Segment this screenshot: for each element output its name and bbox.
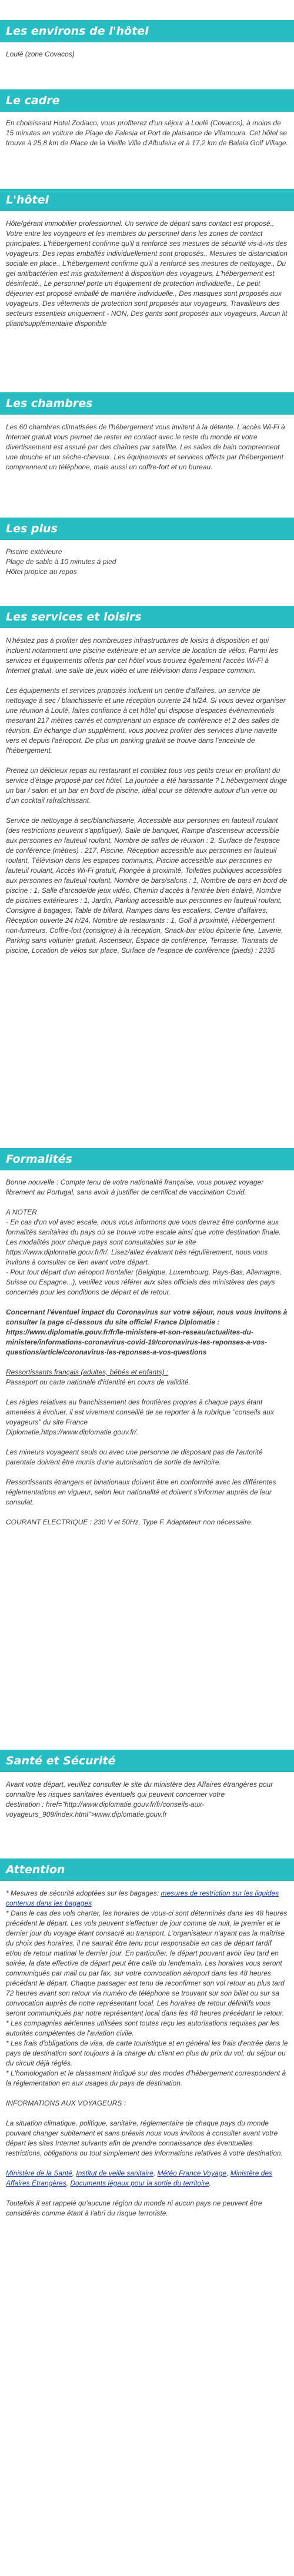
section-title: Les chambres	[6, 397, 93, 410]
paragraph-heading: Ressortissants français (adultes, bébés et enfants) :	[6, 1368, 169, 1376]
paragraph: Les 60 chambres climatisées de l'hébergement vous invitent à la détente. L'accès Wi-Fi à Internet gratuit vous permet de rester en contact avec le reste du monde et votre divertissement est assuré par des chaînes par satellite. Les salles de bain comprennent une douche et un sèche-cheveux. Les équipements et services offerts par l'hébergement comprennent un téléphone, mais aussi un coffre-fort et un bureau.	[6, 423, 285, 471]
section-header-attention	[0, 1858, 294, 1881]
paragraph: Avant votre départ, veuillez consulter le site du ministère des Affaires étrangères pour connaître les risques sanitaires éventuels qui peuvent concerner votre destination : href="http://www.diplomatie.gouv.fr/fr/conseils-aux-voyageurs_909/index.html">www.diplomatie.gouv.fr	[6, 1780, 273, 1818]
paragraph: - En cas d'un vol avec escale, nous vous informons que vous devrez être conforme aux formalités sanitaires du pays où se trouve votre escale ainsi que votre destination finale.	[6, 1218, 281, 1236]
paragraph: Hôte/gérant immobilier professionnel. Un service de départ sans contact est proposé., Votre entre les voyageurs et les membres du personnel dans les zones de contact principales. L'hébergement confirme qu'il a renforcé ses mesures de sécurité vis-à-vis des voyageurs. Des repas emballés individuellement sont proposés., Mesures de distanciation sociale en place., L'hébergement confirme qu'il a renforcé ses mesures de nettoyage., Du gel antibactérien est mis gratuitement à disposition des voyageurs, L'hébergement est désinfecté., Le personnel porte un équipement de protection individuelle., Le petit déjeuner est proposé emballé de manière individuelle., Des masques sont proposés aux voyageurs, Des vêtements de protection sont proposés aux voyageurs, Travailleurs des secteurs essentiels uniquement - NON, Des gants sont proposés aux voyageurs, Aucun lit pliant/supplémentaire disponible	[6, 219, 288, 328]
paragraph: Toutefois il est rappelé qu'aucune région du monde ni aucun pays ne peuvent être considérés comme étant à l'abri du risque terroriste.	[6, 2199, 262, 2217]
section-body-formalites	[6, 1177, 288, 1527]
paragraph: Les mineurs voyageant seuls ou avec une personne ne disposant pas de l'autorité parentale doivent être munis d'une autorisation de sortie de territoire.	[6, 1448, 263, 1466]
paragraph-heading: INFORMATIONS AUX VOYAGEURS :	[6, 2099, 126, 2107]
paragraph: Service de nettoyage à sec/blanchisserie, Accessible aux personnes en fauteuil roulant (des restrictions peuvent s'appliquer), Salle de banquet, Rampe d'ascenseur accessible aux personnes en fauteuil roulant, Nombre de salles de réunion : 2, Surface de l'espace de conférence (mètres) : 217, Piscine, Réception accessible aux personnes en fauteuil roulant, Télévision dans les espaces communs, Piscine accessible aux personnes en fauteuil roulant, Accès Wi-Fi gratuit, Plongée à proximité, Toilettes publiques accessibles aux personnes en fauteuil roulant, Nombre de bars/salons : 1, Nombre de bars en bord de piscine : 1, Salle d'arcade/de jeux vidéo, Chemin d'accès à l'entrée bien éclairé, Nombre de piscines extérieures : 1, Jardin, Parking accessible aux personnes en fauteuil roulant, Consigne à bagages, Table de billard, Rampes dans les escaliers, Centre d'affaires, Réception ouverte 24 h/24, Nombre de restaurants : 1, Golf à proximité, Hébergement non-fumeurs, Coffre-fort (consigne) à la réception, Snack-bar et/ou épicerie fine, Laverie, Parking sans voiturier gratuit, Ascenseur, Espace de conférence, Terrasse, Transats de piscine, Location de vélos sur place, Surface de l'espace de conférence (pieds) : 2335	[6, 816, 288, 955]
paragraph: Passeport ou carte nationale d'identité en cours de validité.	[6, 1378, 191, 1386]
link-ministere-affaires-etrangeres[interactable]: Ministère des Affaires Étrangères	[6, 2169, 273, 2187]
section-body-attention	[6, 1888, 288, 2218]
paragraph	[6, 1888, 288, 2088]
paragraph: Les équipements et services proposés incluent un centre d'affaires, un service de nettoyage à sec / blanchisserie et une réception ouverte 24 h/24. Si vous devez organiser une réunion à Loulé, faites confiance à cet hôtel qui dispose d'espaces événementiels mesurant 217 mètres carrés et comprenant un espace de conférence et 2 des salles de réunion. En échange d'un supplément, vous pouvez profiter des services d'une navette vers et depuis l'aéroport. De plus un parking gratuit se trouve dans l'enceinte de l'hébergement.	[6, 686, 286, 755]
paragraph: En choisissant Hotel Zodiaco, vous profiterez d'un séjour à Loulé (Covacos), à moins de 15 minutes en voiture de Plage de Falesia et Port de plaisance de Vilamoura. Cet hôtel se trouve à 25,8 km de Place de la Vieille Ville d'Albufeira et à 17,2 km de Balaia Golf Village.	[6, 119, 288, 147]
paragraph: Loulé (zone Covacos)	[6, 50, 75, 58]
section-title: Formalités	[6, 1153, 72, 1166]
paragraph: - Pour tout départ d'un aéroport frontalier (Belgique, Luxembourg, Pays-Bas, Allemagne, Suisse ou Espagne...), veuillez vous référer aux sites officiels des ministères des pays concernés pour les conditions de départ et de retour.	[6, 1268, 282, 1296]
paragraph: La situation climatique, politique, sanitaire, réglementaire de chaque pays du monde pouvant changer subitement et sans préavis nous vous invitons à consulter avant votre départ les sites Internet suivants afin de prendre connaissance des éventuelles restrictions, obligations ou tout simplement des informations relatives à votre destination.	[6, 2119, 283, 2157]
paragraph: N'hésitez pas à profiter des nombreuses infrastructures de loisirs à disposition et qui incluent notamment une piscine extérieure et un service de location de vélos. Parmi les services et équipements offerts par cet hôtel vous trouvez également l'accès Wi-Fi à Internet gratuit, une salle de jeux vidéo et une télévision dans l'espace commun.	[6, 636, 278, 675]
section-body-plus	[6, 547, 288, 577]
paragraph: Les règles relatives au franchissement des frontières propres à chaque pays étant amenées à évoluer, il est vivement conseillé de se reporter à la rubrique "conseils aux voyageurs" du site France Diplomatie,https://www.diplomatie.gouv.fr/.	[6, 1398, 274, 1436]
paragraph: COURANT ELECTRIQUE : 230 V et 50Hz, Type F. Adaptateur non nécessaire.	[6, 1518, 253, 1526]
paragraph: Bonne nouvelle : Compte tenu de votre nationalité française, vous pouvez voyager librement au Portugal, sans avoir à justifier de certificat de vaccination Covid.	[6, 1178, 264, 1196]
section-title: Les services et loisirs	[6, 610, 142, 623]
liquids-restriction-link[interactable]: mesures de restriction sur les liquides contenus dans les bagages	[6, 1889, 279, 1907]
section-title: Les plus	[6, 522, 58, 535]
section-header-cadre	[0, 89, 294, 112]
paragraph: Ressortissants étrangers et binationaux doivent être en conformité avec les différentes réglementations en vigueur, selon leur nationalité et doivent s'informer auprès de leur consulat.	[6, 1478, 276, 1506]
paragraph: Les modalités pour chaque pays sont consultables sur le site https://www.diplomatie.gouv.fr/fr/. Lisez/allez évaluant très régulièrement, nous vous invitons à consulter ce lien avant votre départ.	[6, 1238, 268, 1266]
link-institut-veille-sanitaire[interactable]: Institut de veille sanitaire	[76, 2169, 153, 2177]
section-header-chambres	[0, 392, 294, 415]
link-meteo-france-voyage[interactable]: Météo France Voyage	[157, 2169, 227, 2177]
section-header-environs	[0, 20, 294, 42]
section-body-cadre	[6, 118, 288, 148]
text: * Mesures de sécurité adoptées sur les bagages:	[6, 1889, 161, 1897]
section-title: L'hôtel	[6, 193, 49, 206]
section-title: Le cadre	[6, 94, 60, 107]
section-body-chambres	[6, 422, 288, 472]
section-body-sante	[6, 1780, 288, 1820]
section-title: Les environs de l'hôtel	[6, 25, 149, 38]
link-ministere-sante[interactable]: Ministère de la Santé	[6, 2169, 72, 2177]
paragraph: Prenez un délicieux repas au restaurant et comblez tous vos petits creux en profitant du service d'étage proposé par cet hôtel. La journée a été harassante ? L'hébergement dirige un bar / salon et un bar en bord de piscine, idéal pour se détendre autour d'un verre ou d'un cocktail rafraîchissant.	[6, 766, 288, 805]
paragraph: A NOTER	[6, 1208, 37, 1216]
section-body-hotel	[6, 219, 288, 329]
link-documents-legaux[interactable]: Documents légaux pour la sortie du territoire	[70, 2179, 209, 2187]
section-header-formalites	[0, 1148, 294, 1170]
section-header-hotel	[0, 189, 294, 211]
section-title: Attention	[6, 1863, 65, 1876]
text: * Dans le cas des vols charter, les horaires de vous-ci sont déterminés dans les 48 heures précédent le départ. Les vols peuvent s'effectuer de jour comme de nuit, le premier et le dernier jour du voyage étant consacré au transport. L'organisateur n'ayant pas la maîtrise du choix des horaires, il ne saurait être tenu pour responsable en cas de départ tardif et/ou de retour matinal le dernier jour. En particulier, le départ pouvant avoir lieu tard en soirée, la date effective de départ peut être celle du lendemain. Les horaires vous seront communiqués par mail ou par fax, sur votre convocation aéroport dans les 48 heures précédant le départ. Chaque passager est tenu de reconfirmer son vol retour au plus tard 72 heures avant son retour via numéro de téléphone se trouvant sur son billet ou sur sa convocation auprès de notre représentant local. Les horaires de retour définitifs vous seront communiqués par notre représentant local dans les 48 heures précédant le retour. * Les compagnies aériennes utilisées sont toutes reçu les autorisations requises par les autorités compétentes de l'aviation civile. * Les frais d'obligations de visa, de carte touristique et en général les frais d'entrée dans le pays de destination sont toujours à la charge du client en plus du prix du vol, du séjour ou du circuit déjà réglés. * L'homologation et le classement indiqué sur des modes d'hébergement correspondent à la réglementation en aux usages du pays de destination.	[6, 1909, 288, 2087]
coronavirus-notice: Concernant l'éventuel impact du Coronavirus sur votre séjour, nous vous invitons à consulter la page ci-dessous du site officiel France Diplomatie : https://www.diplomatie.gouv.fr/fr/le-ministere-et-son-reseau/actualites-du-ministere/informations-coronavirus-covid-19/coronavirus-les-reponses-a-vos-questions/article/coronavirus-les-reponses-a-vos-questions	[6, 1308, 288, 1356]
section-header-plus	[0, 518, 294, 540]
paragraph: Piscine extérieure Plage de sable à 10 minutes à pied Hôtel propice au repos	[6, 548, 116, 576]
section-header-services	[0, 606, 294, 628]
section-header-sante	[0, 1750, 294, 1772]
section-body-services	[6, 636, 288, 956]
section-body-environs	[6, 49, 288, 59]
links-list: Ministère de la Santé, Institut de veille sanitaire, Météo France Voyage, Ministère des Affaires Étrangères, Documents légaux pour la sortie du territoire.	[6, 2169, 273, 2187]
section-title: Santé et Sécurité	[6, 1754, 116, 1767]
